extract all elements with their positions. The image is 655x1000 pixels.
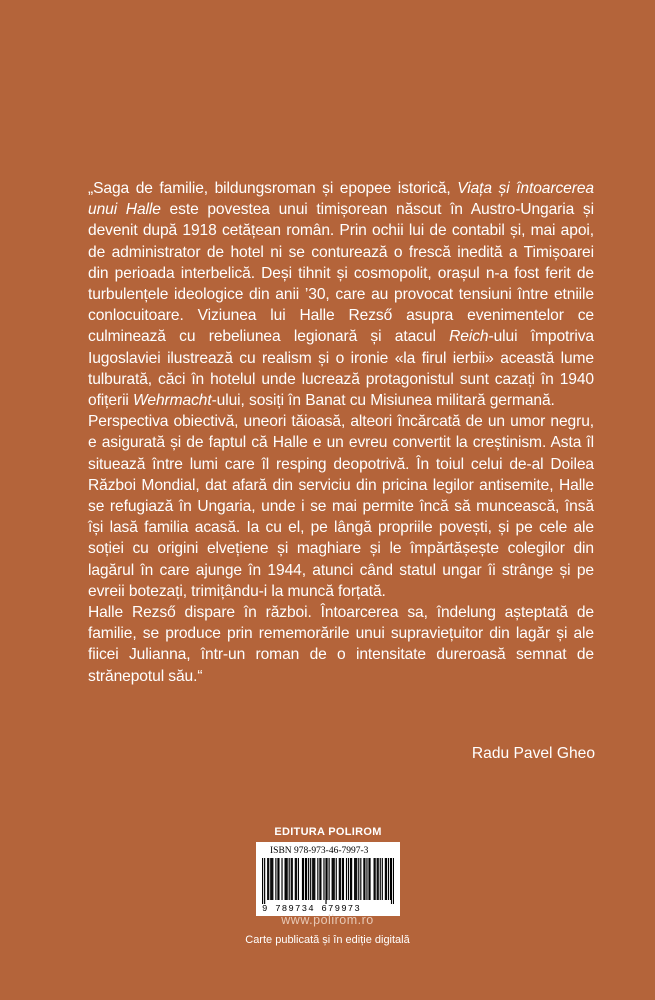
blurb-paragraph-3: Halle Rezső dispare în război. Întoarcerea sa, îndelung așteptată de familie, se produce prin rememorările unui supraviețuitor din lagăr și ale fiicei Julianna, într-un roman de o intensitate dureroasă semnat de strănepotul său.“: [88, 604, 594, 685]
blurb-text: -ului, sosiți în Banat cu Misiunea militară germană.: [211, 392, 555, 410]
barcode-bar: [287, 858, 288, 900]
barcode-bar: [377, 858, 378, 900]
barcode-bar: [317, 858, 318, 900]
barcode-bar: [308, 858, 309, 900]
publisher-website[interactable]: www.polirom.ro: [281, 913, 374, 927]
publisher-name: EDITURA POLIROM: [274, 826, 382, 838]
barcode-bar: [305, 858, 306, 900]
barcode-bar: [351, 858, 352, 900]
barcode-bar: [320, 858, 321, 900]
barcode-bar: [390, 858, 391, 900]
barcode-bar: [354, 858, 355, 900]
barcode-digits: 9 789734 679973: [262, 904, 362, 914]
barcode-bar: [289, 858, 290, 900]
barcode-bar: [360, 858, 361, 900]
barcode-bar: [326, 858, 327, 900]
barcode-bar: [339, 858, 340, 900]
barcode-bar: [310, 858, 311, 900]
barcode-bar: [393, 858, 394, 904]
barcode-bar: [271, 858, 272, 900]
barcode-bar: [358, 858, 359, 900]
barcode-bar: [340, 858, 341, 900]
barcode-bar: [385, 858, 386, 900]
barcode-bar: [295, 858, 296, 900]
isbn-barcode: [256, 842, 400, 916]
barcode-bar: [313, 858, 314, 900]
barcode-bar: [348, 858, 349, 900]
barcode-bar: [296, 858, 297, 900]
barcode-bar: [355, 858, 356, 900]
barcode-bar: [314, 858, 315, 900]
barcode-bar: [278, 858, 279, 900]
barcode-bar: [264, 858, 265, 904]
barcode-bar: [363, 858, 364, 900]
publisher-block: [256, 826, 400, 916]
barcode-bar: [268, 858, 269, 900]
barcode-bar: [391, 858, 392, 904]
barcode-bar: [292, 858, 293, 900]
blurb-paragraph-2: Perspectiva obiectivă, uneori tăioasă, alteori încărcată de un umor negru, e asigurată și de faptul că Halle e un evreu convertit la creștinism. Asta îl situează între lumi care îl resping deopotrivă. În toiul celui de-al Doilea Război Mondial, dat afară din serviciu din pricina legilor antisemite, Halle se refugiază în Ungaria, unde i se mai permite încă să muncească, însă își lasă familia acasă. Ia cu el, pe lângă propriile povești, și pe cele ale soției cu origini elvețiene și maghiare și le împărtășește colegilor din lagărul în care ajunge în 1944, atunci când statul ungar îi strânge și pe evreii botezați, trimițându-i la muncă forțată.: [88, 413, 594, 600]
back-cover-blurb: [88, 178, 594, 687]
barcode-bar: [286, 858, 287, 900]
barcode-bar: [366, 858, 367, 900]
digital-edition-note: Carte publicată și în ediție digitală: [245, 934, 410, 946]
barcode-bar: [312, 858, 313, 900]
italic-term-wehrmacht: Wehrmacht: [133, 392, 212, 410]
barcode-bar: [336, 858, 337, 900]
barcode-bar: [346, 858, 347, 900]
blurb-author-signature: Radu Pavel Gheo: [471, 745, 595, 762]
barcode-bar: [267, 858, 268, 900]
barcode-bar: [319, 858, 320, 900]
barcode-bar: [382, 858, 383, 900]
barcode-bar: [380, 858, 381, 900]
barcode-bar: [285, 858, 286, 900]
barcode-bar: [281, 858, 282, 900]
barcode-icon: [262, 858, 394, 904]
barcode-bar: [270, 858, 271, 900]
barcode-bar: [325, 858, 326, 904]
barcode-bar: [368, 858, 369, 900]
barcode-bar: [364, 858, 365, 900]
barcode-bar: [369, 858, 370, 900]
blurb-paragraph-1: [88, 178, 594, 411]
barcode-bar: [386, 858, 387, 900]
barcode-bar: [332, 858, 333, 900]
italic-term-reich: Reich: [449, 328, 489, 346]
barcode-bar: [334, 858, 335, 900]
barcode-bar: [291, 858, 292, 900]
book-title: Viața și întoarcerea unui Halle: [88, 180, 594, 219]
barcode-bar: [303, 858, 304, 900]
barcode-bar: [329, 858, 330, 900]
barcode-bar: [333, 858, 334, 900]
barcode-bar: [343, 858, 344, 900]
barcode-bar: [277, 858, 278, 900]
barcode-bar: [275, 858, 276, 900]
barcode-bar: [298, 858, 299, 900]
barcode-bar: [375, 858, 376, 900]
barcode-bar: [388, 858, 389, 900]
barcode-bar: [356, 858, 357, 900]
barcode-bar: [342, 858, 343, 900]
blurb-text: -ului împotriva Iugoslaviei ilustrează cu realism și o ironie «la firul ierbii» această lume tulburată, căci în hotelul unde lucrează protagonistul sunt cazați în 1940 ofițerii: [88, 328, 594, 410]
barcode-bar: [323, 858, 324, 900]
barcode-bar: [374, 858, 375, 900]
blurb-text: „Saga de familie, bildungsroman și epopee istorică,: [88, 180, 458, 197]
barcode-bar: [262, 858, 263, 904]
barcode-bar: [272, 858, 273, 900]
barcode-bar: [350, 858, 351, 900]
barcode-bar: [302, 858, 303, 900]
isbn-number: ISBN 978-973-46-7997-3: [270, 846, 369, 856]
blurb-text: este povestea unui timișorean născut în Austro-Ungaria și devenit după 1918 cetățean român. Prin ochii lui de contabil și, mai apoi, de administrator de hotel ni se conturează o frescă inedită a Timișoarei din perioada interbelică. Deși tihnit și cosmopolit, orașul n-a fost ferit de turbulențele ideologice din anii ’30, care au provocat tensiuni între etniile conlocuitoare. Viziunea lui Halle Rezső asupra evenimentelor ce culminează cu rebeliunea legionară și atacul: [88, 201, 594, 346]
barcode-bar: [378, 858, 379, 900]
barcode-bar: [306, 858, 307, 900]
